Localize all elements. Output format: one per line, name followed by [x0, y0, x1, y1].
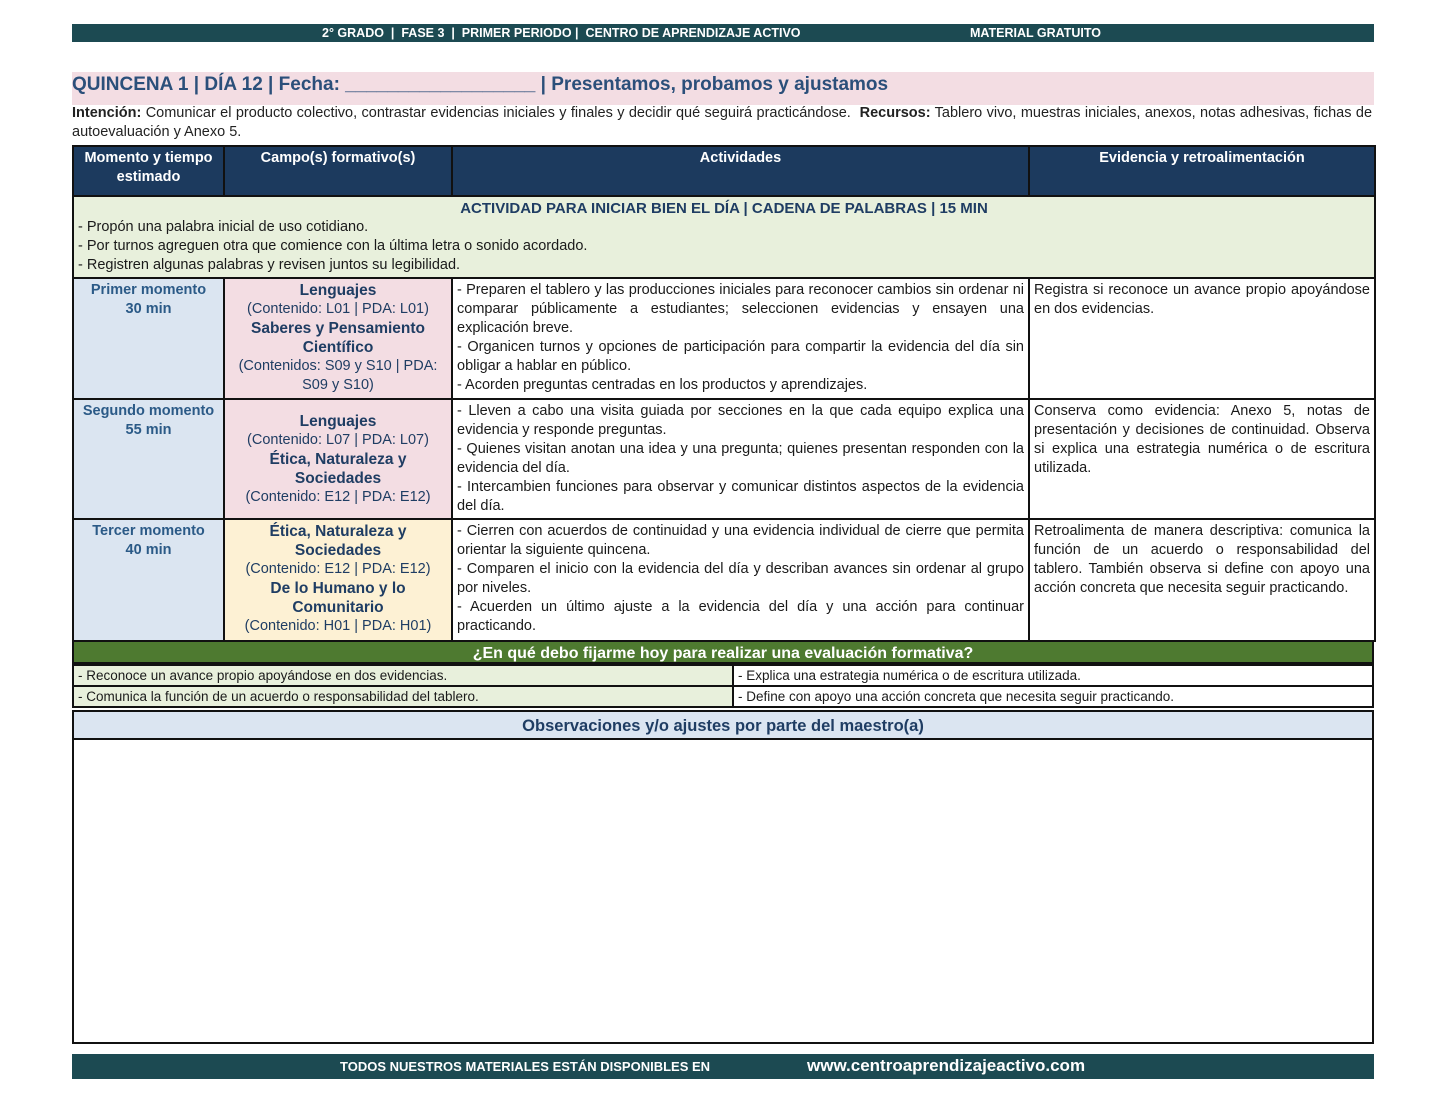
activity-item: - Comparen el inicio con la evidencia del día y describan avances sin ordenar al grupo por niveles. [457, 561, 1024, 596]
header-evidencia: Evidencia y retroalimentación [1029, 146, 1375, 196]
evaluation-item: - Define con apoyo una acción concreta que necesita seguir practicando. [733, 686, 1373, 707]
header-actividades: Actividades [452, 146, 1029, 196]
activity-item: - Cierren con acuerdos de continuidad y una evidencia individual de cierre que permita orientar la siguiente quincena. [457, 523, 1024, 558]
warmup-line: - Por turnos agreguen otra que comience con la última letra o sonido acordado. [78, 238, 588, 254]
warmup-row [73, 196, 1375, 278]
evaluation-item: - Comunica la función de un acuerdo o responsabilidad del tablero. [73, 686, 733, 707]
intencion-label: Intención: [72, 105, 142, 121]
moment-time: 40 min [125, 542, 172, 558]
activities-cell [452, 519, 1029, 641]
campo-content: (Contenido: E12 | PDA: E12) [245, 561, 431, 577]
activity-item: - Acorden preguntas centradas en los productos y aprendizajes. [457, 377, 868, 393]
campo-content: (Contenido: L07 | PDA: L07) [247, 431, 429, 448]
footer-text: TODOS NUESTROS MATERIALES ESTÁN DISPONIBLES EN [340, 1059, 711, 1074]
warmup-line: - Registren algunas palabras y revisen juntos su legibilidad. [78, 257, 461, 273]
recursos-label: Recursos: [859, 105, 931, 121]
campo-cell [224, 519, 452, 641]
moment-label: Primer momento [90, 282, 207, 298]
activity-item: - Preparen el tablero y las producciones iniciales para reconocer cambios sin ordenar ni comparar públicamente a estudiantes; seleccionen evidencias y ensayen una explicación breve. [457, 282, 1024, 336]
campo-content: (Contenidos: S09 y S10 | PDA: S09 y S10) [238, 358, 438, 393]
observations-title: Observaciones y/o ajustes por parte del maestro(a) [72, 710, 1374, 740]
activities-cell [452, 399, 1029, 519]
moment-time: 55 min [125, 422, 172, 438]
campo-name: Ética, Naturaleza y Sociedades [269, 523, 407, 559]
footer-url-link[interactable]: www.centroaprendizajeactivo.com [807, 1056, 1086, 1075]
moment-label: Tercer momento [92, 523, 205, 539]
table-row [73, 399, 1375, 519]
evaluation-item: - Explica una estrategia numérica o de escritura utilizada. [733, 665, 1373, 686]
campo-content: (Contenido: E12 | PDA: E12) [245, 488, 431, 505]
intent-paragraph [72, 104, 1372, 142]
intencion-text: Comunicar el producto colectivo, contrastar evidencias iniciales y finales y decidir qué seguirá practicándose. [145, 105, 851, 121]
warmup-line: - Propón una palabra inicial de uso cotidiano. [78, 219, 369, 235]
footer-bar [72, 1054, 1374, 1079]
activity-item: - Organicen turnos y opciones de participación para compartir la evidencia del día sin obligar a hablar en público. [457, 339, 1024, 374]
title-bar [72, 72, 1374, 105]
moment-time: 30 min [125, 301, 172, 317]
warmup-title: ACTIVIDAD PARA INICIAR BIEN EL DÍA | CADENA DE PALABRAS | 15 MIN [460, 200, 988, 217]
header-campo: Campo(s) formativo(s) [224, 146, 452, 196]
moment-label: Segundo momento [82, 403, 215, 419]
evidence-text: Conserva como evidencia: Anexo 5, notas de presentación y decisiones de continuidad. Observa si explica una estrategia numérica o de escritura utilizada. [1034, 403, 1370, 476]
campo-name: Lenguajes [299, 282, 377, 299]
campo-name: Lenguajes [299, 412, 377, 430]
campo-name: Saberes y Pensamiento Científico [250, 320, 426, 356]
moment-cell [73, 278, 224, 399]
recursos-text: Tablero vivo, muestras iniciales, anexos, notas adhesivas, fichas de autoevaluación y Anexo 5. [72, 105, 1373, 140]
warmup-cell [73, 196, 1375, 278]
table-header-row [73, 146, 1375, 196]
activities-cell [452, 278, 1029, 399]
activity-item: - Quienes visitan anotan una idea y una pregunta; quienes presentan responden con la evidencia del día. [457, 441, 1024, 476]
evaluation-grid [72, 664, 1374, 708]
activity-item: - Intercambien funciones para observar y comunicar distintos aspectos de la evidencia del día. [457, 479, 1024, 514]
activity-item: - Acuerden un último ajuste a la evidencia del día y una acción para continuar practicando. [457, 599, 1024, 634]
evidence-cell [1029, 519, 1375, 641]
evidence-text: Retroalimenta de manera descriptiva: comunica la función de un acuerdo o responsabilidad del tablero. También observa si define con apoyo una acción concreta que necesita seguir practicando. [1034, 523, 1370, 596]
campo-content: (Contenido: H01 | PDA: H01) [244, 618, 432, 634]
campo-cell [224, 278, 452, 399]
evaluation-row [73, 686, 1373, 707]
campo-cell [224, 399, 452, 519]
evidence-text: Registra si reconoce un avance propio apoyándose en dos evidencias. [1034, 282, 1370, 317]
evaluation-item: - Reconoce un avance propio apoyándose en dos evidencias. [73, 665, 733, 686]
header-grade-info: 2° GRADO | FASE 3 | PRIMER PERIODO | CENTRO DE APRENDIZAJE ACTIVO [322, 26, 801, 40]
header-moment: Momento y tiempo estimado [73, 146, 224, 196]
campo-name: Ética, Naturaleza y Sociedades [269, 450, 407, 487]
activity-item: - Lleven a cabo una visita guiada por secciones en la que cada equipo explica una evidencia y responde preguntas. [457, 403, 1024, 438]
evaluation-row [73, 665, 1373, 686]
evaluation-title: ¿En qué debo fijarme hoy para realizar una evaluación formativa? [72, 640, 1374, 664]
evidence-cell [1029, 278, 1375, 399]
table-row [73, 278, 1375, 399]
header-free-material: MATERIAL GRATUITO [970, 26, 1102, 40]
evidence-cell [1029, 399, 1375, 519]
observations-box[interactable] [72, 738, 1374, 1044]
header-bar [72, 24, 1374, 42]
planning-table [72, 145, 1376, 642]
page-title: QUINCENA 1 | DÍA 12 | Fecha: __________________ | Presentamos, probamos y ajustamos [72, 74, 889, 95]
moment-cell [73, 519, 224, 641]
table-row [73, 519, 1375, 641]
moment-cell [73, 399, 224, 519]
campo-content: (Contenido: L01 | PDA: L01) [247, 301, 429, 317]
campo-name: De lo Humano y lo Comunitario [270, 580, 406, 616]
